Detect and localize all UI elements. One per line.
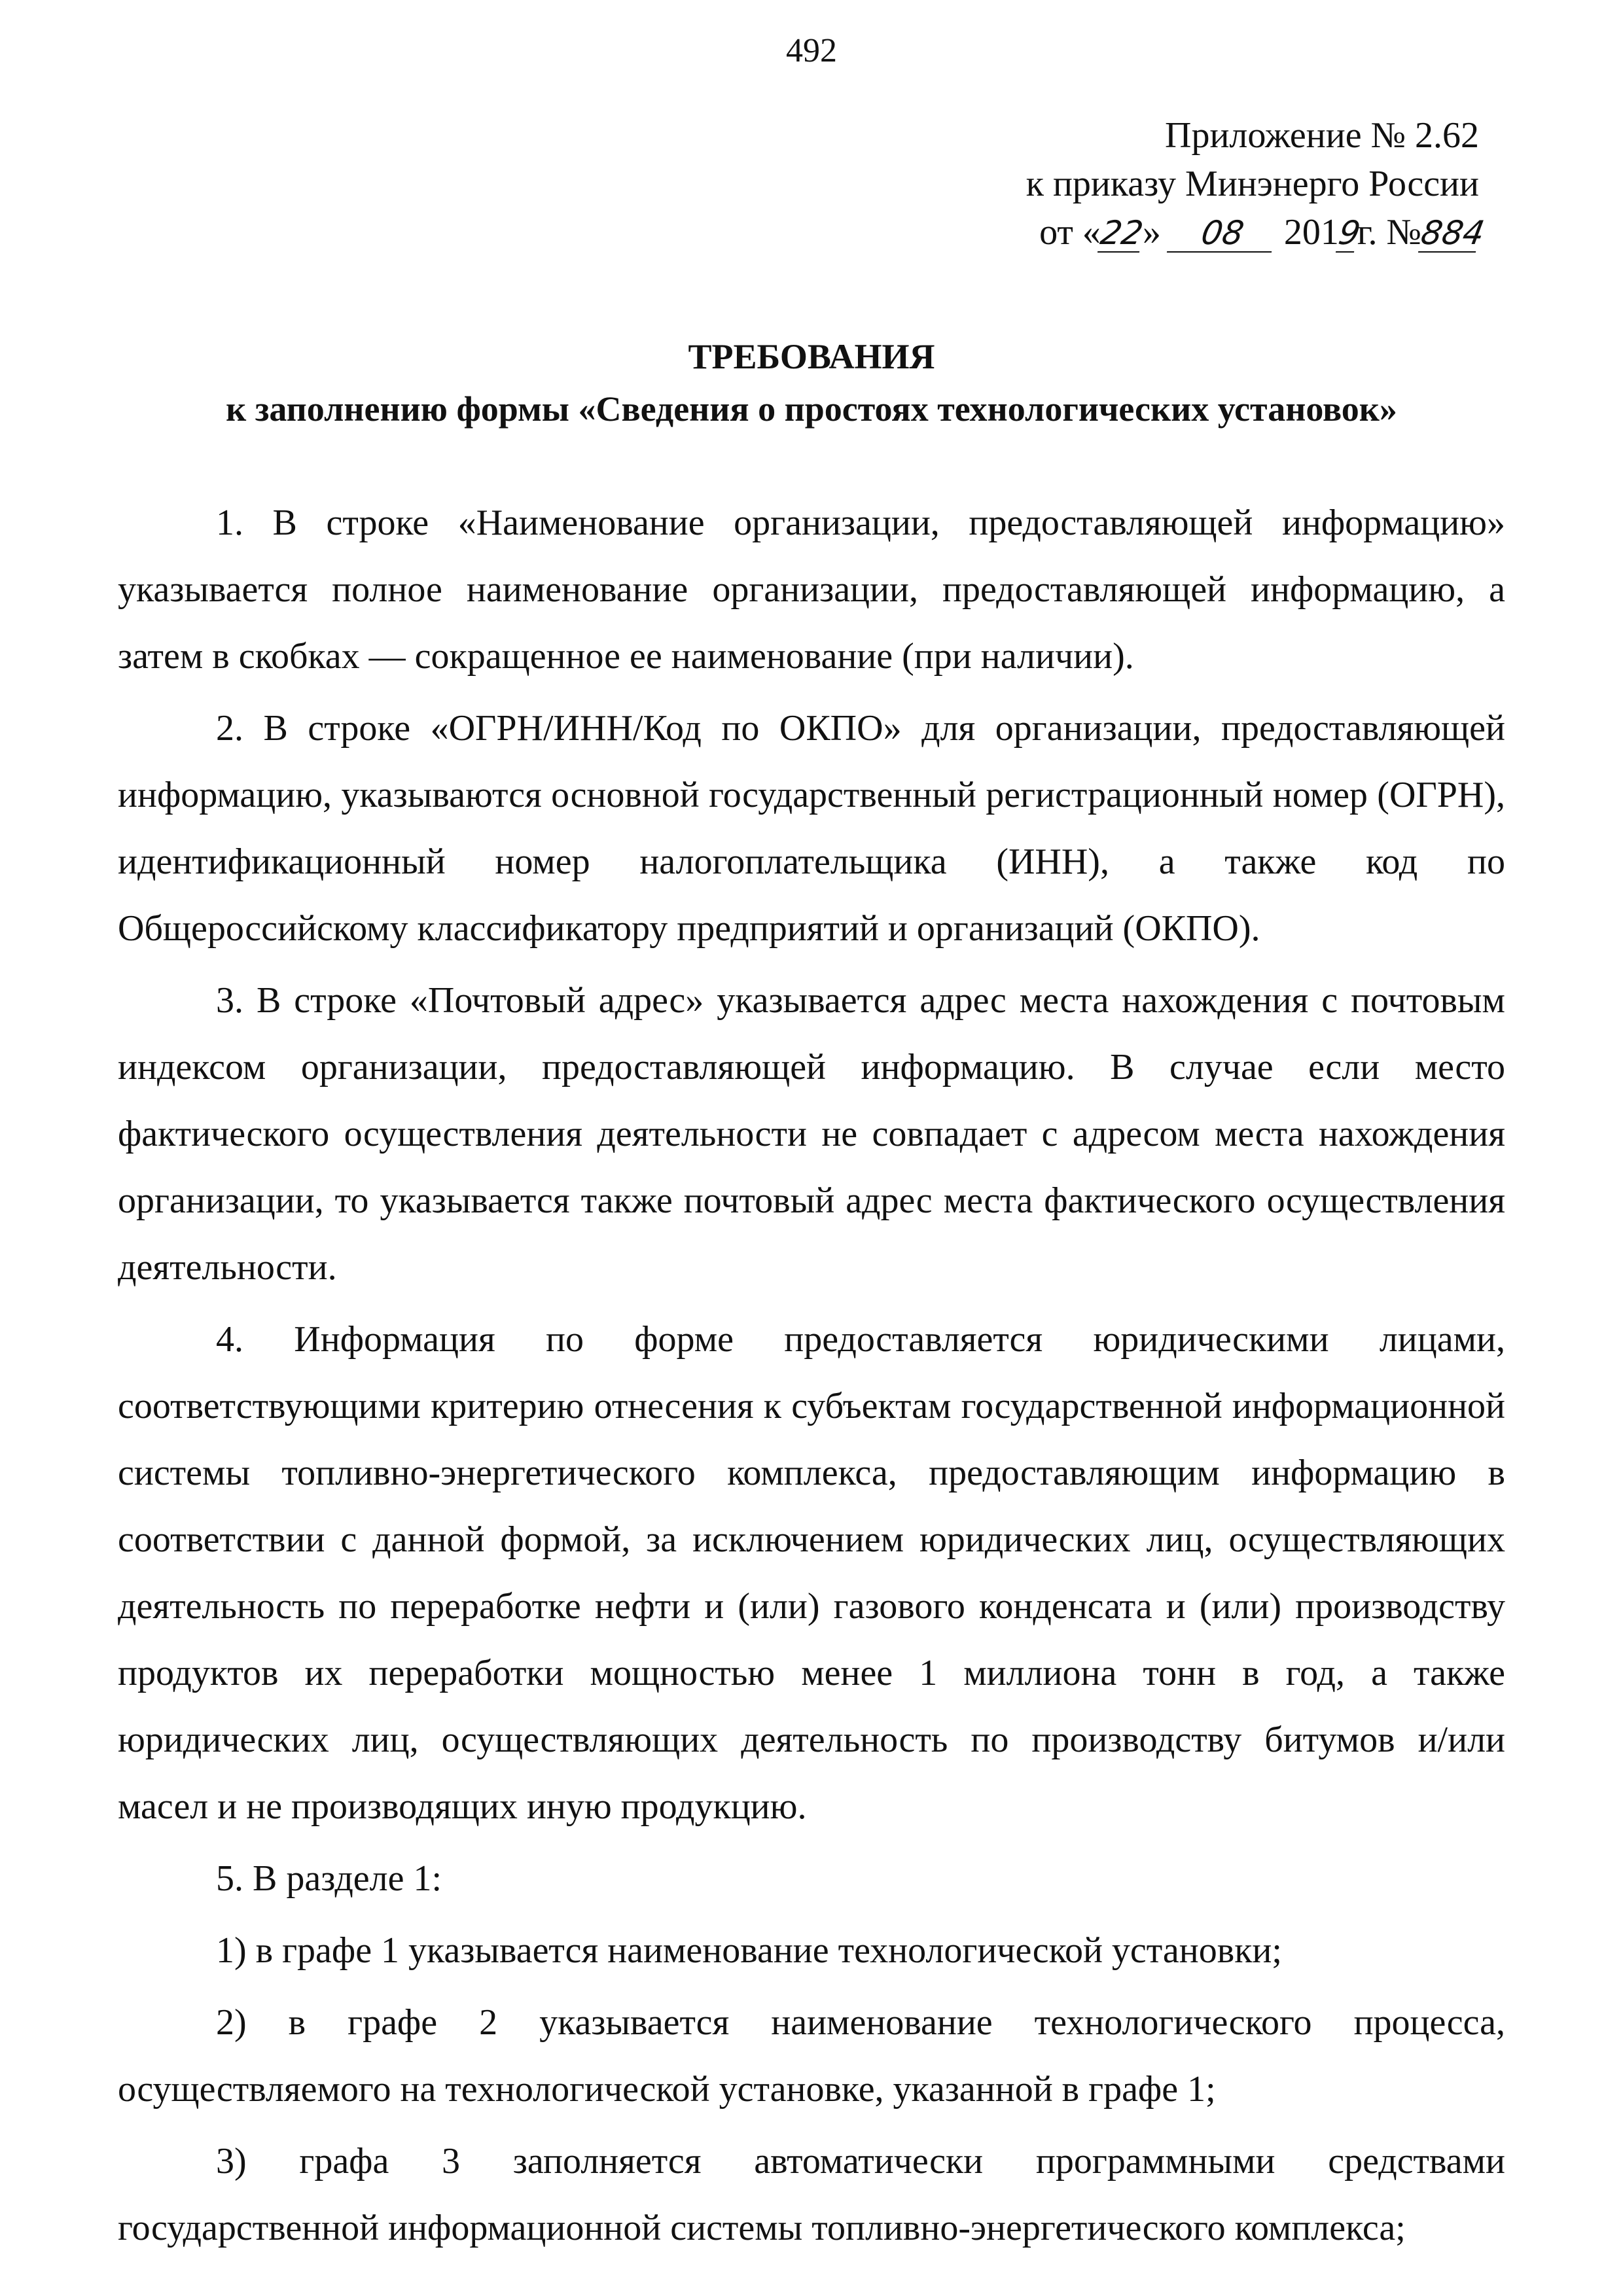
- handwritten-month: 08: [1167, 215, 1278, 253]
- document-body: [118, 489, 1505, 2261]
- handwritten-year-digit: 9: [1335, 214, 1364, 252]
- paragraph-1: 1. В строке «Наименование организации, предоставляющей информацию» указывается полное наименование организации, предоставляющей информацию, а затем в скобках — сокращенное ее наименование (при наличии).: [118, 503, 1505, 677]
- annex-order-ref: к приказу Минэнерго России: [1026, 164, 1479, 204]
- document-heading: ТРЕБОВАНИЯ: [688, 337, 935, 376]
- paragraph-5: 5. В разделе 1:: [216, 1858, 442, 1899]
- paragraph-4: 4. Информация по форме предоставляется юридическими лицами, соответствующими критерию отнесения к субъектам государственной информационной системы топливно-энергетического комплекса, предоставляющим информацию в соответствии с данной формой, за исключением юридических лиц, осуществляющих деятельность по переработке нефти и (или) газового конденсата и (или) производству продуктов их переработки мощностью менее 1 миллиона тонн в год, а также юридических лиц, осуществляющих деятельность по производству битумов и/или масел и не производящих иную продукцию.: [118, 1319, 1505, 1827]
- page-number: 492: [786, 32, 837, 69]
- handwritten-day: 22: [1097, 214, 1147, 252]
- annex-date-line: [942, 208, 1488, 256]
- paragraph-5-1: 1) в графе 1 указывается наименование технологической установки;: [216, 1930, 1282, 1971]
- paragraph-3: 3. В строке «Почтовый адрес» указывается адрес места нахождения с почтовым индексом организации, предоставляющей информацию. В случае если место фактического осуществления деятельности не совпадает с адресом места нахождения организации, то указывается также почтовый адрес места фактического осуществления деятельности.: [118, 980, 1505, 1288]
- annex-block: [942, 111, 1488, 256]
- year-suffix: г. №: [1357, 212, 1421, 253]
- date-prefix: от «: [1039, 212, 1101, 253]
- paragraph-5-2: 2) в графе 2 указывается наименование технологического процесса, осуществляемого на технологической установке, указанной в графе 1;: [118, 2002, 1505, 2110]
- annex-title: Приложение № 2.62: [1165, 115, 1479, 156]
- paragraph-2: 2. В строке «ОГРН/ИНН/Код по ОКПО» для организации, предоставляющей информацию, указываются основной государственный регистрационный номер (ОГРН), идентификационный номер налогоплательщика (ИНН), а также код по Общероссийскому классификатору предприятий и организаций (ОКПО).: [118, 708, 1505, 949]
- year-prefix: 201: [1283, 212, 1339, 253]
- document-title-block: [0, 330, 1623, 435]
- handwritten-order-number: 884: [1418, 214, 1488, 252]
- paragraph-5-3: 3) графа 3 заполняется автоматически программными средствами государственной информационной системы топливно-энергетического комплекса;: [118, 2141, 1505, 2248]
- date-quote-close: »: [1142, 212, 1161, 253]
- document-subheading: к заполнению формы «Сведения о простоях технологических установок»: [226, 389, 1397, 429]
